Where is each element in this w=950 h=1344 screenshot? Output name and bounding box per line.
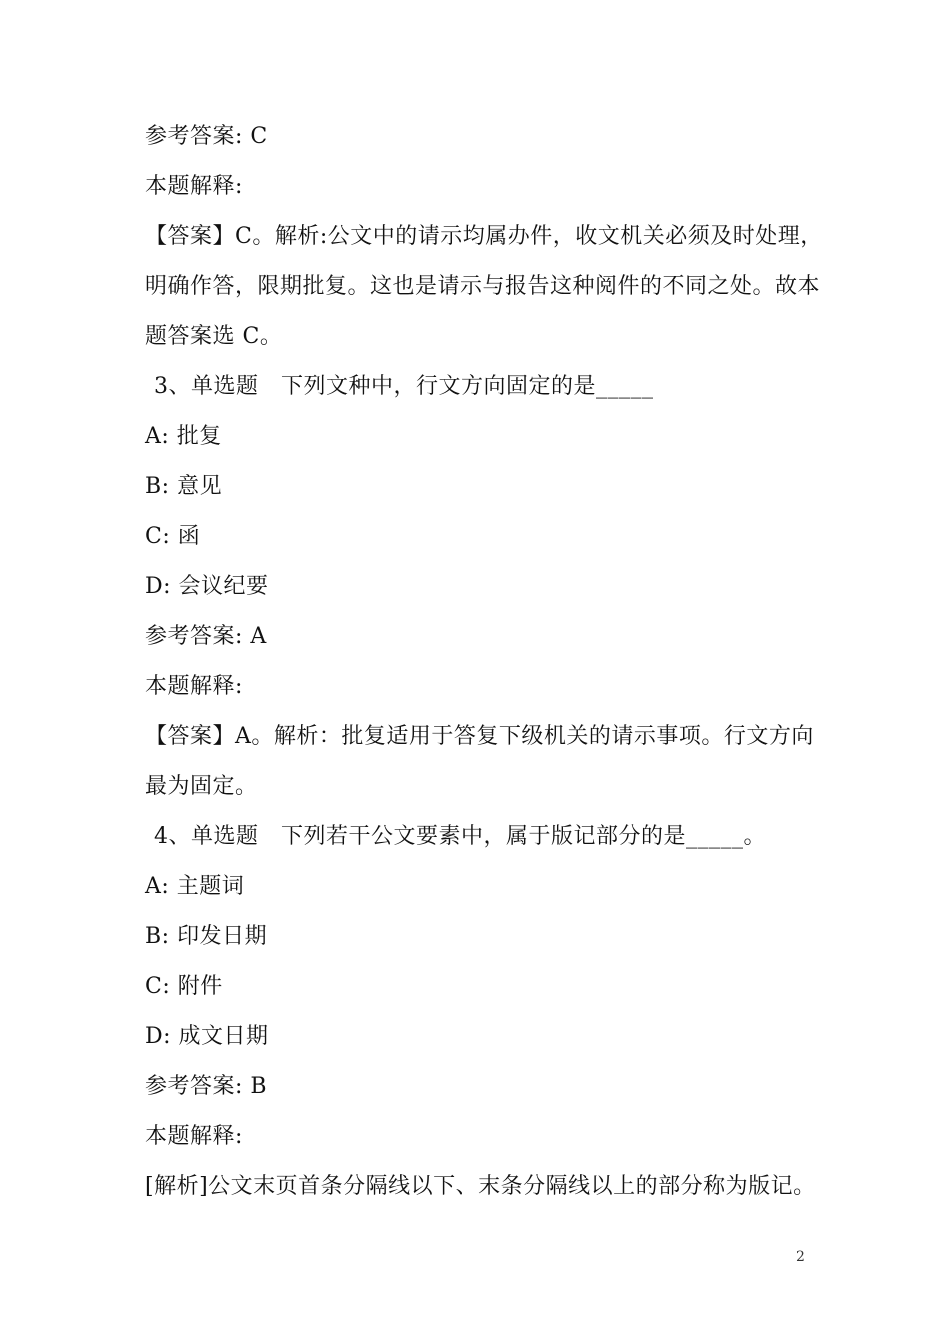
- explanation-line: 【答案】A。解析：批复适用于答复下级机关的请示事项。行文方向: [145, 724, 814, 749]
- explanation-label: 本题解释:: [145, 674, 243, 699]
- option-b: B: 印发日期: [145, 924, 268, 949]
- explanation-line: 明确作答，限期批复。这也是请示与报告这种阅件的不同之处。故本: [145, 274, 821, 299]
- explanation-line: 题答案选 C。: [145, 324, 283, 349]
- option-c: C: 函: [145, 524, 201, 549]
- option-d: D: 成文日期: [145, 1024, 269, 1049]
- option-b: B: 意见: [145, 474, 223, 499]
- explanation-label: 本题解释:: [145, 1124, 243, 1149]
- page-content: [145, 112, 823, 1212]
- explanation-line: [解析]公文末页首条分隔线以下、末条分隔线以上的部分称为版记。: [145, 1174, 816, 1199]
- option-a: A: 主题词: [145, 874, 245, 899]
- explanation-line: 最为固定。: [145, 774, 258, 799]
- explanation-line: 【答案】C。解析:公文中的请示均属办件，收文机关必须及时处理，: [145, 224, 823, 249]
- answer-line: 参考答案: C: [145, 124, 268, 149]
- question-4-stem: 4、单选题 下列若干公文要素中，属于版记部分的是_____。: [154, 824, 766, 849]
- explanation-label: 本题解释:: [145, 174, 243, 199]
- answer-line: 参考答案: A: [145, 624, 267, 649]
- option-c: C: 附件: [145, 974, 223, 999]
- question-3-stem: 3、单选题 下列文种中，行文方向固定的是_____: [154, 374, 654, 399]
- option-a: A: 批复: [145, 424, 222, 449]
- page-number: 2: [796, 1249, 805, 1265]
- answer-line: 参考答案: B: [145, 1074, 268, 1099]
- option-d: D: 会议纪要: [145, 574, 269, 599]
